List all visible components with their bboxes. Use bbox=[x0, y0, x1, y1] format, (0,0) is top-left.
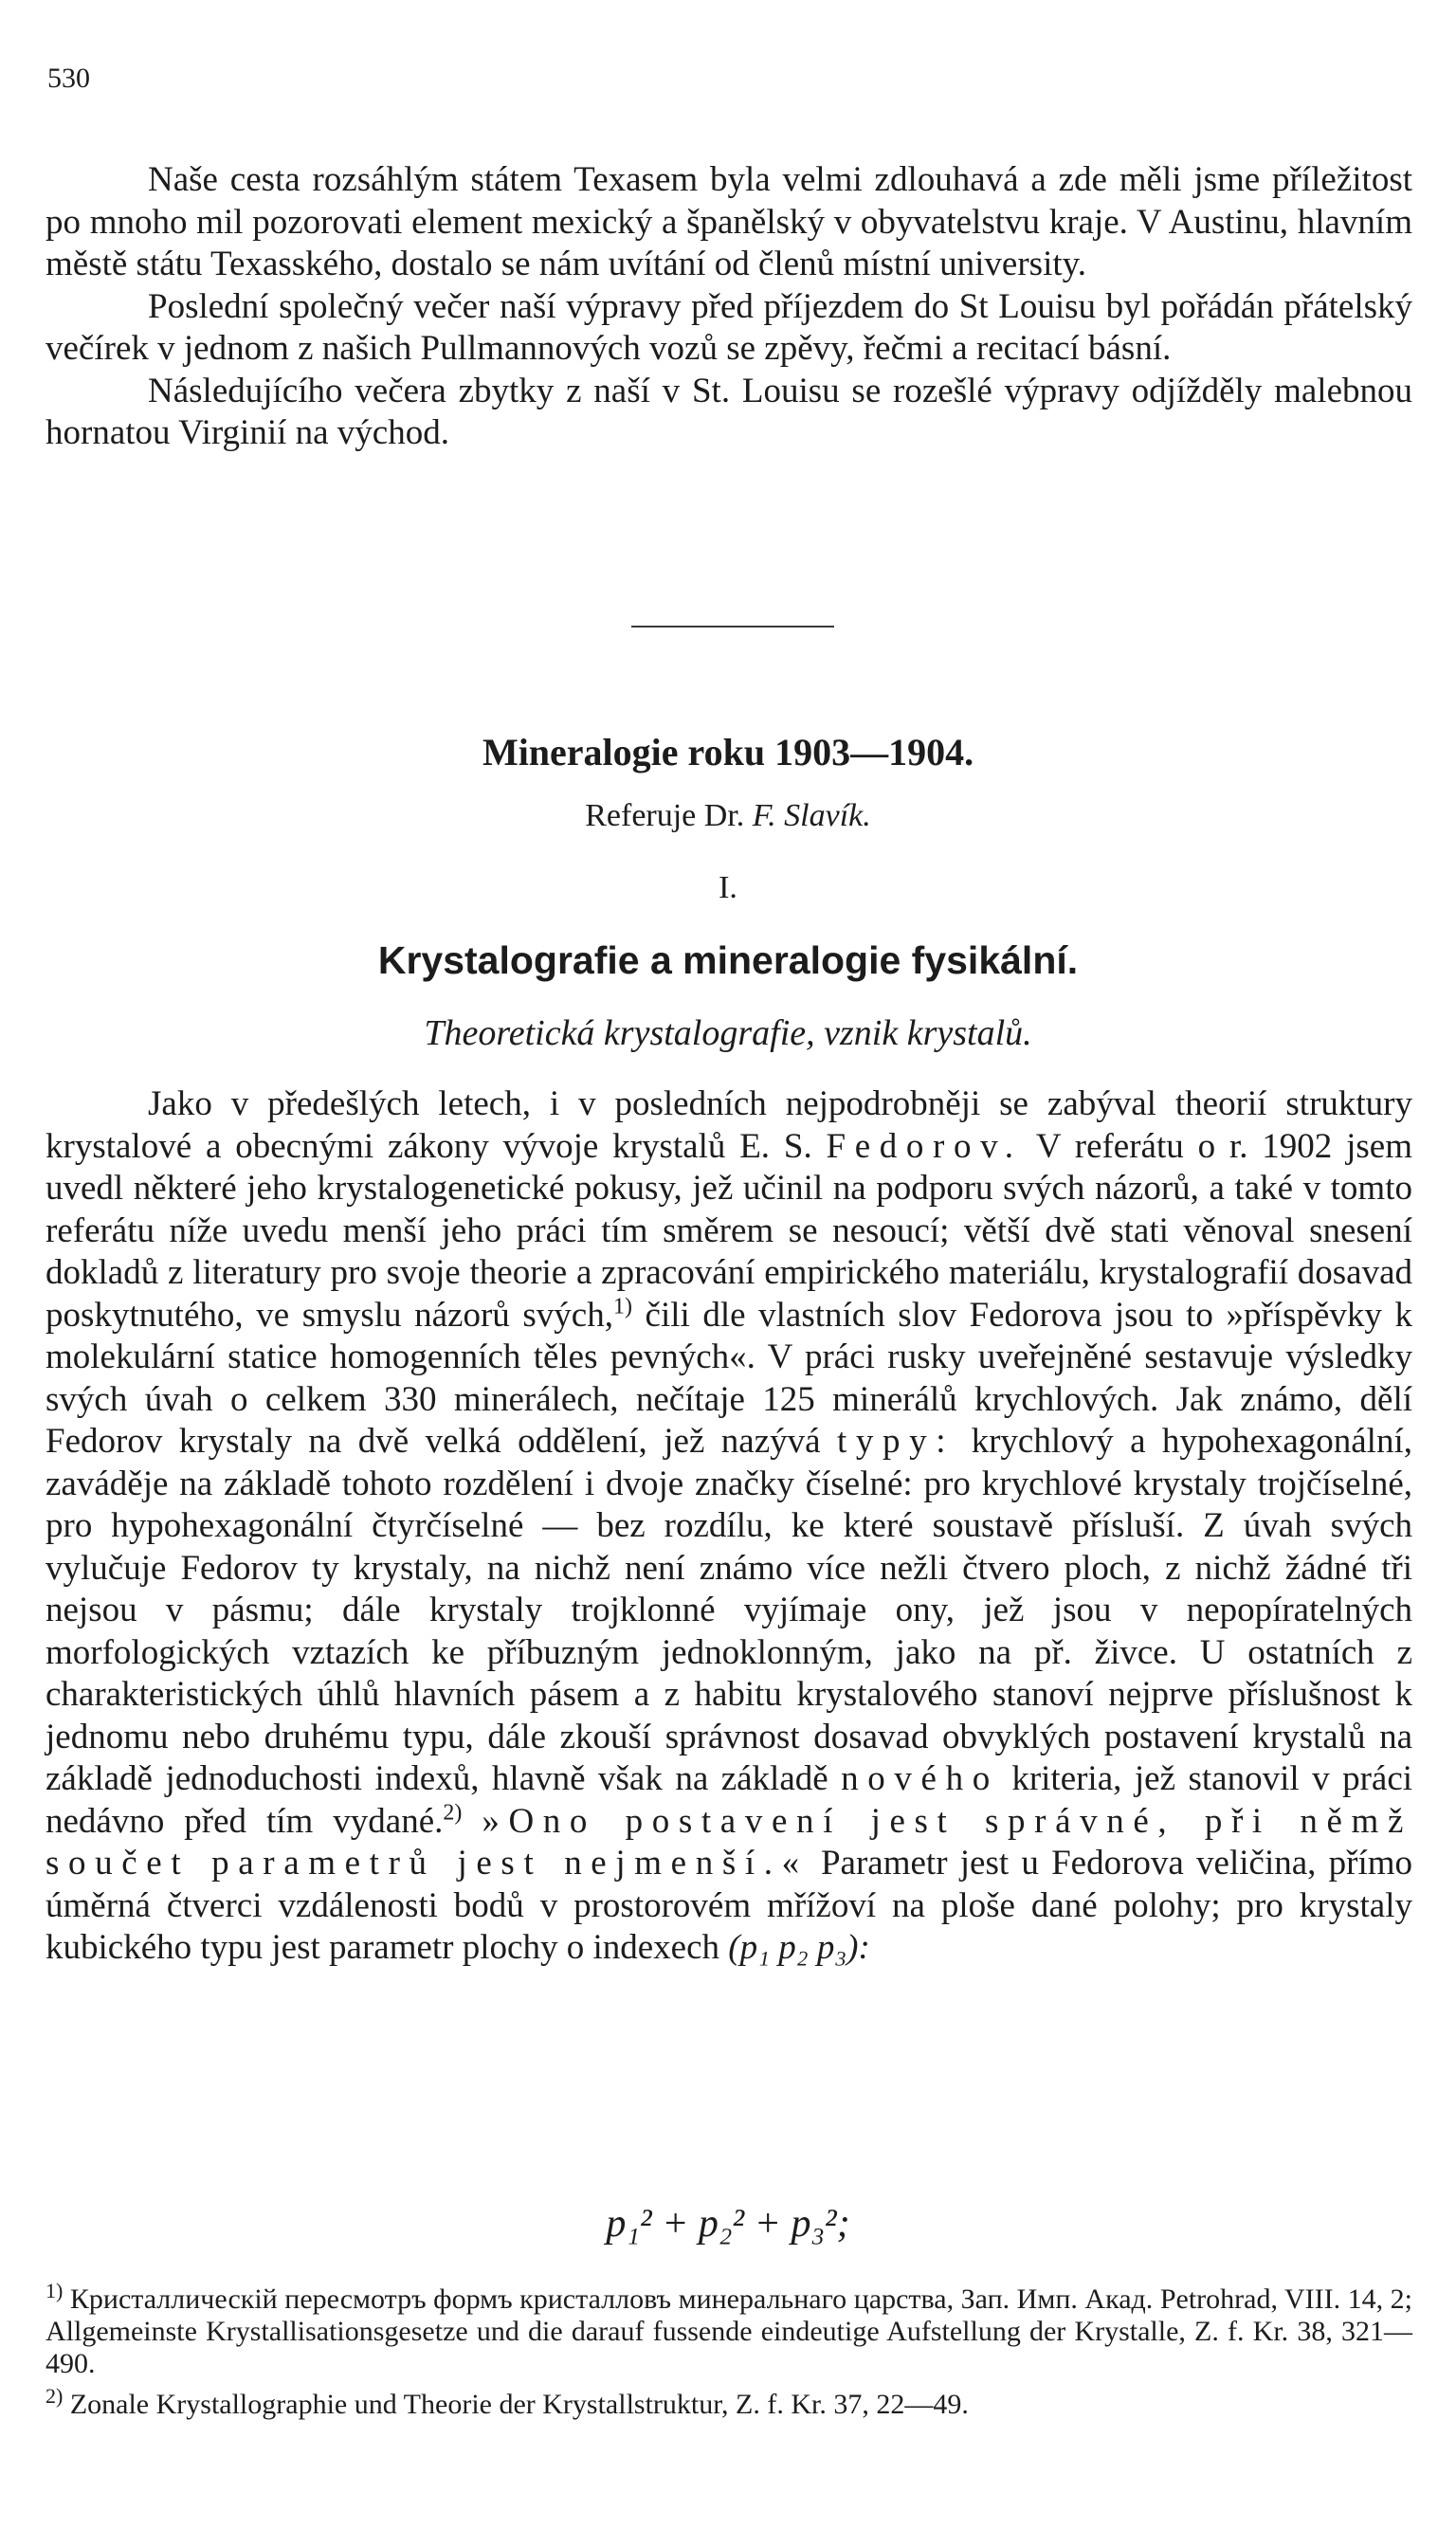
section-divider bbox=[631, 626, 834, 628]
paragraph bbox=[46, 1083, 1412, 1970]
footnote-ref-2[interactable]: 2) bbox=[443, 1800, 463, 1826]
section-number: I. bbox=[719, 870, 737, 905]
intro-text bbox=[46, 159, 1412, 455]
footnote bbox=[46, 2275, 1412, 2380]
footnote-marker: 2) bbox=[46, 2384, 64, 2408]
footnote-text: Кристаллическiй пересмотръ формъ кристалловъ минеральнаго царства, Зап. Имп. Акад. Petrohrad, VIII. 14, 2; Allgemeinste Krystallisationsgesetze und die darauf fussende eindeutige Aufstellung der Krystalle, Z. f. Kr. 38, 321—490. bbox=[46, 2283, 1413, 2379]
byline bbox=[0, 798, 1456, 834]
byline-prefix: Referuje Dr. bbox=[585, 798, 745, 833]
text-run: čili dle vlastních slov Fedorova jsou to »příspěvky k molekulární statice homogenních těles pevných«. V práci rusky uveřejněné sestavuje výsledky svých úvah o celkem 330 minerálech, nečítaje 125 minerálů krychlových. Jak známo, dělí Fedorov krystaly na dvě velká oddělení, jež nazývá bbox=[46, 1295, 1412, 1461]
spaced-quote: »Ono postavení jest správné, při němž součet parametrů jest nejmenší.« bbox=[46, 1801, 1412, 1883]
article-title: Mineralogie roku 1903—1904. bbox=[482, 731, 974, 773]
paragraph: Poslední společný večer naší výpravy před příjezdem do St Louisu byl pořádán přátelský večírek v jednom z našich Pullmannových vozů se zpěvy, řečmi a recitací básní. bbox=[46, 286, 1412, 368]
footnote-ref-1[interactable]: 1) bbox=[612, 1294, 632, 1319]
formula: p₁² + p₂² + p₃²; bbox=[606, 2202, 850, 2246]
text-run: kriteria, jež stanovil v práci nedávno před tím vydané. bbox=[46, 1759, 1413, 1841]
spaced-term: nového bbox=[841, 1759, 999, 1798]
footnotes bbox=[46, 2275, 1412, 2421]
text-run: krychlový a hypohexagonální, zaváděje na základě tohoto rozdělení i dvoje značky číselné: pro krychlové krystaly trojčíselné, pro hypohexagonální čtyrčíselné — bez rozdílu, ke které soustavě přísluší. Z úvah svých vylučuje Fedorov ty krystaly, na nichž není známo více nežli čtvero ploch, z nichž žádné tři nejsou v pásmu; dále krystaly trojklonné vyjímaje ony, jež jsou v nepopíratelných morfologických vztazích ke příbuzným jednoklonným, jako na př. živce. U ostatních z charakteristických úhlů hlavních pásem a z habitu krystalového stanoví nejprve příslušnost k jednomu nebo druhému typu, dále zkouší správnost dosavad obvyklých postavení krystalů na základě jednoduchosti indexů, hlavně však na základě bbox=[46, 1422, 1412, 1798]
spaced-name: Fedorov. bbox=[826, 1126, 1023, 1166]
footnote bbox=[46, 2380, 1412, 2421]
spaced-term: typy: bbox=[837, 1422, 956, 1461]
page-number: 530 bbox=[47, 63, 90, 94]
byline-author: F. Slavík. bbox=[752, 798, 871, 833]
section-title: Krystalografie a mineralogie fysikální. bbox=[377, 938, 1079, 982]
text-run: V referátu o r. 1902 jsem uvedl některé jeho krystalogenetické pokusy, jež učinil na podporu svých názorů, a také v tomto referátu níže uvedu menší jeho práci tím směrem se nesoucí; větší dvě stati věnoval snesení dokladů z literatury pro svoje theorie a zpracování empirického materiálu, krystalografií dosavad poskytnutého, ve smyslu názorů svých, bbox=[46, 1126, 1412, 1335]
paragraph: Následujícího večera zbytky z naší v St. Louisu se rozešlé výpravy odjížděly malebnou hornatou Virginií na východ. bbox=[46, 371, 1412, 452]
footnote-text: Zonale Krystallographie und Theorie der Krystallstruktur, Z. f. Kr. 37, 22—49. bbox=[69, 2389, 969, 2420]
article-body bbox=[46, 1083, 1412, 1970]
footnote-marker: 1) bbox=[46, 2279, 64, 2302]
paragraph: Naše cesta rozsáhlým státem Texasem byla velmi zdlouhavá a zde měli jsme příležitost po mnoho mil pozorovati element mexický a španělský v obyvatelstvu kraje. V Austinu, hlavním městě státu Texasského, dostalo se nám uvítání od členů místní university. bbox=[46, 160, 1412, 283]
text-run: Jako v předešlých letech, i v posledních nejpodrobněji se zabýval theorií struktury krystalové a obecnými zákony vývoje krystalů E. S. bbox=[46, 1084, 1412, 1166]
subsection-title: Theoretická krystalografie, vznik krystalů. bbox=[424, 1013, 1032, 1053]
text-run: Parametr jest u Fedorova veličina, přímo úměrná čtverci vzdálenosti bodů v prostorovém mřížoví na ploše dané polohy; pro krystaly kubického typu jest parametr plochy o indexech bbox=[46, 1844, 1413, 1967]
indices: (p₁ p₂ p₃): bbox=[728, 1928, 870, 1967]
